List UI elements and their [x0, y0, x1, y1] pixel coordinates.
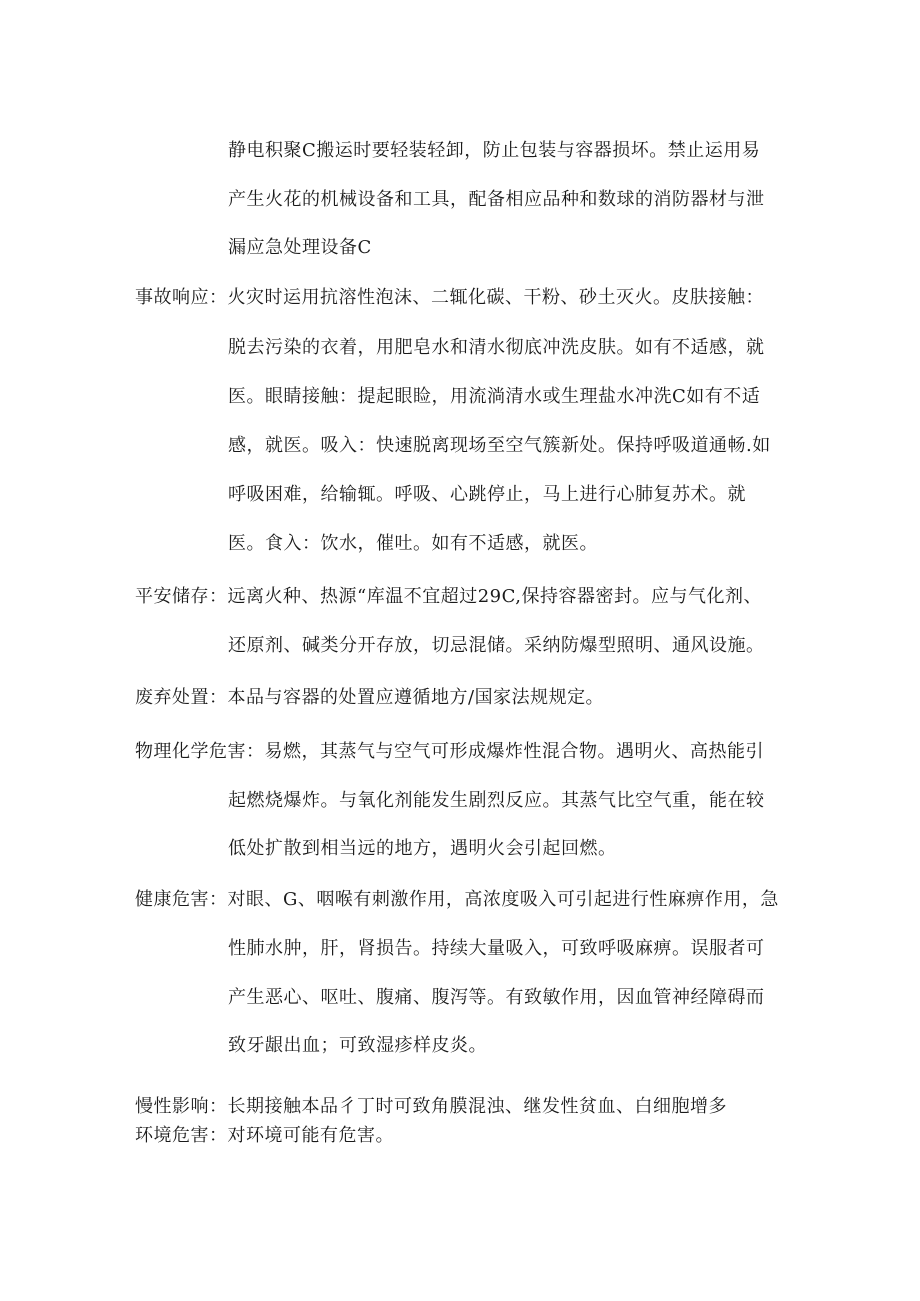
accident-response-text-line: 医。眼睛接触：提起眼睑，用流淌清水或生理盐水冲洗C如有不适 [228, 386, 761, 407]
physical-chemical-hazard-row [135, 740, 764, 764]
environmental-hazard-text-line: 对环境可能有危害。 [227, 1125, 394, 1146]
environmental-hazard-label: 环境危害： [135, 1125, 228, 1146]
health-hazard-text-line: 产生恶心、呕吐、腹痛、腹泻等。有致敏作用，因血管神经障碍而 [228, 987, 765, 1008]
environmental-hazard-row [135, 1124, 394, 1148]
disposal-text-line: 本品与容器的处置应遵循地方/国家法规规定。 [227, 687, 605, 708]
health-hazard-text-line: 性肺水肿，肝，肾损告。持续大量吸入，可致呼吸麻痹。误服者可 [228, 938, 765, 959]
physical-chemical-hazard-text-line: 易燃，其蒸气与空气可形成爆炸性混合物。遇明火、高热能引 [264, 741, 764, 762]
health-hazard-text-line: 对眼、G、咽喉有刺激作用，高浓度吸入可引起进行性麻痹作用，急 [227, 889, 779, 910]
accident-response-text-line: 火灾时运用抗溶性泡沫、二辄化碳、干粉、砂土灭火。皮肤接触： [227, 287, 764, 308]
health-hazard-text-line: 致牙龈出血；可致湿疹样皮炎。 [228, 1035, 487, 1056]
chronic-effect-row [135, 1095, 727, 1119]
accident-response-text-line: 医。食入：饮水，催吐。如有不适感，就医。 [228, 533, 598, 554]
safe-storage-text-line: 远离火种、热源“库温不宜超过29C,保持容器密封。应与气化剂、 [227, 586, 762, 607]
safe-storage-row [135, 585, 762, 609]
accident-response-text-line: 脱去污染的衣着，用肥皂水和清水彻底冲洗皮肤。如有不适感，就 [228, 337, 765, 358]
accident-response-text-line: 呼吸困难，给输辄。呼吸、心跳停止，马上进行心肺复苏术。就 [228, 484, 746, 505]
physical-chemical-hazard-label: 物理化学危害： [135, 741, 265, 762]
accident-response-label: 事故响应： [135, 287, 228, 308]
safe-storage-label: 平安储存： [135, 586, 228, 607]
storage-text-line: 静电积聚C搬运时要轻装轻卸，防止包装与容器损坏。禁止运用易 [228, 140, 761, 161]
storage-text-line: 产生火花的机械设备和工具，配备相应品种和数球的消防器材与泄 [228, 189, 765, 210]
physical-chemical-hazard-text-line: 起燃烧爆炸。与氧化剂能发生剧烈反应。其蒸气比空气重，能在较 [228, 790, 765, 811]
storage-text-line: 漏应急处理设备C [228, 237, 372, 258]
accident-response-text-line: 感，就医。吸入：快速脱离现场至空气簇新处。保持呼吸道通畅.如 [228, 435, 771, 456]
safe-storage-text-line: 还原剂、碱类分开存放，切忌混储。采纳防爆型照明、通风设施。 [228, 635, 765, 656]
chronic-effect-text-line: 长期接触本品彳丁时可致角膜混浊、继发性贫血、白细胞增多 [227, 1096, 727, 1117]
disposal-label: 废弃处置： [135, 687, 228, 708]
health-hazard-row [135, 888, 779, 912]
health-hazard-label: 健康危害： [135, 889, 228, 910]
physical-chemical-hazard-text-line: 低处扩散到相当远的地方，遇明火会引起回燃。 [228, 838, 617, 859]
disposal-row [135, 686, 604, 710]
accident-response-row [135, 286, 764, 310]
chronic-effect-label: 慢性影响： [135, 1096, 228, 1117]
